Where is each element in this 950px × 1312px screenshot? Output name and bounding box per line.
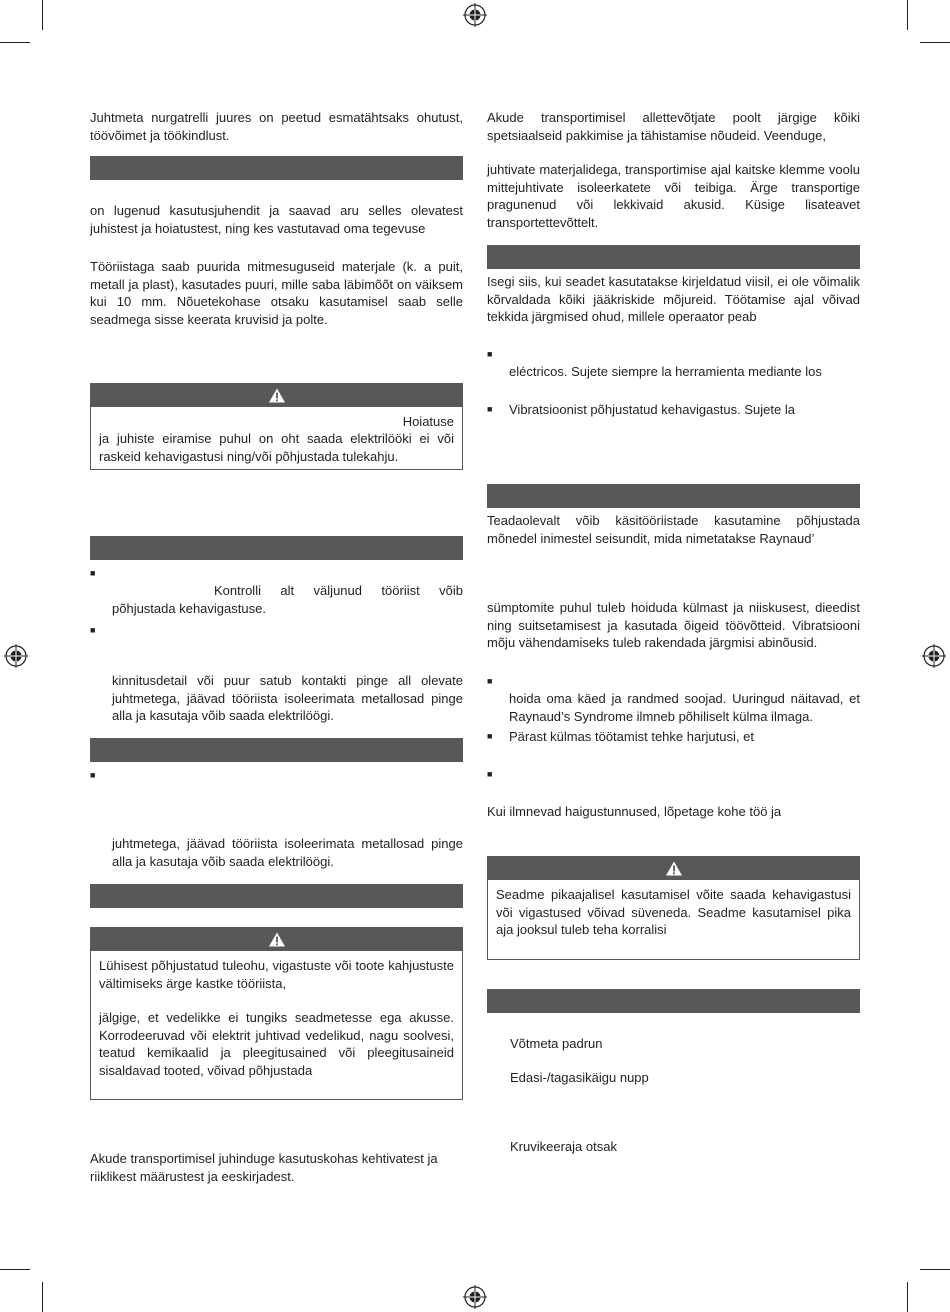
registration-mark-icon xyxy=(4,644,28,668)
section-header-bar xyxy=(90,738,463,762)
left-column xyxy=(90,0,463,1312)
list-item-text: eléctricos. Sujete siempre la herramienta mediante los xyxy=(509,364,822,379)
crop-mark xyxy=(42,0,43,30)
warning-box xyxy=(90,927,463,1100)
warning-triangle-icon xyxy=(268,388,285,403)
part-label: Võtmeta padrun xyxy=(510,1036,603,1051)
registration-mark-icon xyxy=(922,644,946,668)
crop-mark xyxy=(907,1282,908,1312)
warning-text: ja juhiste eiramise puhul on oht saada elektrilööki ei või raskeid kehavigastusi ning/või põhjustada tulekahju. xyxy=(99,431,454,464)
transport-paragraph: juhtivate materjalidega, transportimise ajal kaitske klemme voolu mittejuhtivate isoleerkatete või teibiga. Ärge transportige pragunenud või lekkivaid akusid. Küsige lisateavet transportettevõttelt. xyxy=(487,162,860,230)
raynaud-paragraph: Teadaolevalt võib käsitööriistade kasutamine põhjustada mõnedel inimestel seisundit, mida nimetatakse Raynaud’ xyxy=(487,513,860,546)
section-header-bar xyxy=(90,536,463,560)
crop-mark xyxy=(920,42,950,43)
intended-users-paragraph: on lugenud kasutusjuhendit ja saavad aru selles olevatest juhistest ja hoiatustest, ning kes vastutavad oma tegevuse xyxy=(90,203,463,236)
bullet-icon: ■ xyxy=(487,676,493,686)
transport-paragraph: Akude transportimisel allettevõtjate poolt järgige kõiki spetsiaalseid pakkimise ja tähistamise nõudeid. Veenduge, xyxy=(487,110,860,143)
bullet-icon: ■ xyxy=(90,770,96,780)
crop-mark xyxy=(907,0,908,30)
section-header-bar xyxy=(90,156,463,180)
part-label: Kruvikeeraja otsak xyxy=(510,1139,617,1154)
right-column xyxy=(487,0,860,1312)
transport-paragraph: Akude transportimisel juhinduge kasutuskohas kehtivatest ja riiklikest määrustest ja eeskirjadest. xyxy=(90,1151,438,1184)
list-item-text: Pärast külmas töötamist tehke harjutusi, et xyxy=(509,729,754,744)
section-header-bar xyxy=(487,989,860,1013)
section-header-bar xyxy=(90,884,463,908)
intro-paragraph: Juhtmeta nurgatrelli juures on peetud esmatähtsaks ohutust, töövõimet ja töökindlust. xyxy=(90,110,463,143)
list-item-text: Kontrolli alt väljunud tööriist võib põhjustada kehavigastuse. xyxy=(112,583,463,616)
bullet-icon: ■ xyxy=(90,625,96,635)
warning-triangle-icon xyxy=(268,932,285,947)
list-item-text: hoida oma käed ja randmed soojad. Uuringud näitavad, et Raynaud’s Syndrome ilmneb põhiliselt külma ilmaga. xyxy=(509,691,860,724)
warning-text: Seadme pikaajalisel kasutamisel võite saada kehavigastusi või vigastused võivad süveneda. Seadme kasutamisel pika aja jooksul tuleb teha korralisi xyxy=(496,887,851,937)
section-header-bar xyxy=(487,484,860,508)
list-item-text: Vibratsioonist põhjustatud kehavigastus. Sujete la xyxy=(509,402,795,417)
crop-mark xyxy=(920,1269,950,1270)
warning-header xyxy=(488,857,859,880)
residual-risks-paragraph: Isegi siis, kui seadet kasutatakse kirjeldatud viisil, ei ole võimalik kõrvaldada kõiki jääkriskide mõjureid. Töötamise ajal võivad tekkida järgmised ohud, millele operaator peab xyxy=(487,274,860,324)
bullet-icon: ■ xyxy=(487,731,493,741)
warning-text: Lühisest põhjustatud tuleohu, vigastuste või toote kahjustuste vältimiseks ärge kastke tööriista, xyxy=(99,958,454,991)
bullet-icon: ■ xyxy=(487,769,493,779)
list-item-text: juhtmetega, jäävad tööriista isoleerimata metallosad pinge alla ja kasutaja võib saada elektrilöögi. xyxy=(112,836,463,869)
bullet-icon: ■ xyxy=(487,349,493,359)
crop-mark xyxy=(0,42,30,43)
bullet-icon: ■ xyxy=(487,404,493,414)
warning-triangle-icon xyxy=(665,861,682,876)
warning-text: jälgige, et vedelikke ei tungiks seadmetesse ega akusse. Korrodeeruvad või elektrit juhtivad vedelikud, nagu soolvesi, teatud kemikaalid ja pleegitusained või pleegitusaineid sisaldavad tooted, võivad põhjustada xyxy=(99,1010,454,1078)
warning-box xyxy=(487,856,860,960)
symptoms-paragraph: Kui ilmnevad haigustunnused, lõpetage kohe töö ja xyxy=(487,804,782,819)
part-label: Edasi-/tagasikäigu nupp xyxy=(510,1070,649,1085)
intended-use-paragraph: Tööriistaga saab puurida mitmesuguseid materjale (k. a puit, metall ja plast), kasutades puuri, mille saba läbimõõt on väiksem kui 10 mm. Nõuetekohase otsaku kasutamisel saab selle seadmega sisse keerata kruvisid ja polte. xyxy=(90,259,463,327)
section-header-bar xyxy=(487,245,860,269)
crop-mark xyxy=(42,1282,43,1312)
warning-text-end: Hoiatuse xyxy=(402,414,454,429)
list-item-text: kinnitusdetail või puur satub kontakti pinge all olevate juhtmetega, jäävad tööriista isoleerimata metallosad pinge alla ja kasutaja võib saada elektrilöögi. xyxy=(112,673,463,723)
registration-mark-icon xyxy=(463,3,487,27)
registration-mark-icon xyxy=(463,1285,487,1309)
warning-header xyxy=(91,384,462,407)
warning-box xyxy=(90,383,463,470)
crop-mark xyxy=(0,1269,30,1270)
raynaud-paragraph: sümptomite puhul tuleb hoiduda külmast ja niiskusest, dieedist ning suitsetamisest ja kasutada õigeid töövõtteid. Vibratsiooni mõju vähendamiseks tuleb rakendada järgmisi abinõusid. xyxy=(487,600,860,650)
warning-header xyxy=(91,928,462,951)
bullet-icon: ■ xyxy=(90,568,96,578)
